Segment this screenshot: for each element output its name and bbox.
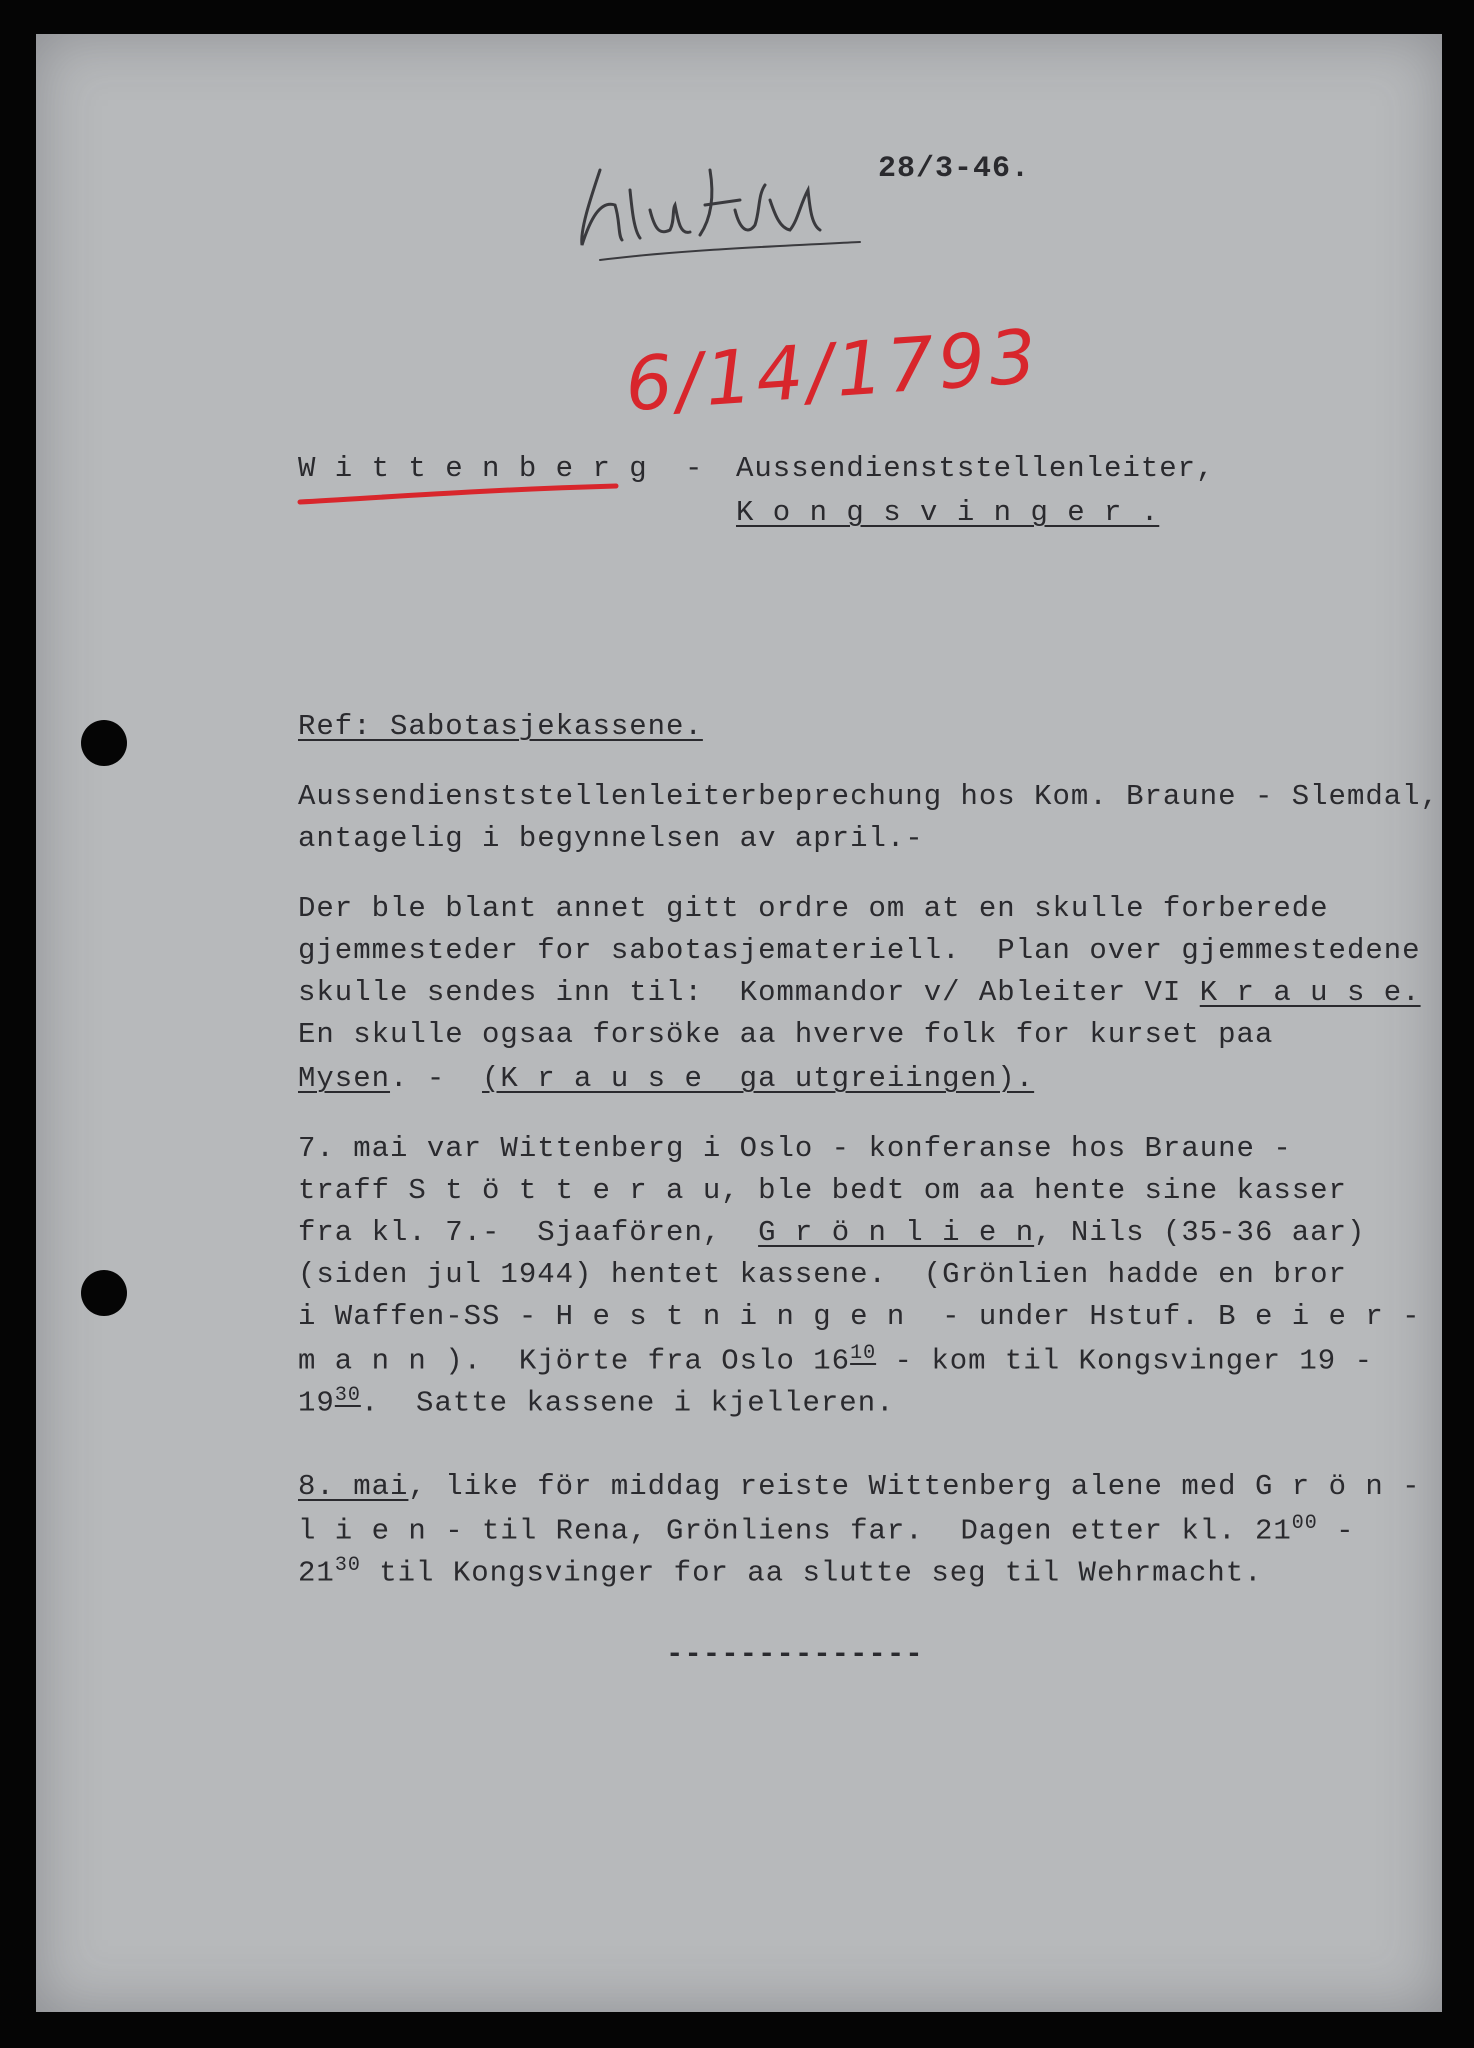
subject-dash: - [685, 452, 704, 485]
paragraph-3-line-6-a: m a n n ). Kjörte fra Oslo 16 [298, 1344, 851, 1378]
paragraph-3-line-6 [298, 1342, 1373, 1378]
paragraph-3-line-3 [298, 1216, 1365, 1249]
paragraph-3-line-2: traff S t ö t t e r a u, ble bedt om aa hente sine kasser [298, 1174, 1347, 1207]
paragraph-2-line-3-text: skulle sendes inn til: Kommandor v/ Ableiter VI [298, 976, 1200, 1009]
time-superscript: 30 [334, 1384, 361, 1407]
red-underline [296, 480, 636, 510]
paragraph-4-line-2-b: - [1317, 1514, 1355, 1548]
paragraph-2-line-3 [298, 976, 1421, 1009]
name-gronlien: G r ö n l i e n [758, 1216, 1035, 1249]
paragraph-4-line-3 [298, 1554, 1263, 1590]
subject-role: Aussendienststellenleiter, [736, 452, 1215, 485]
closing-rule: -------------- [666, 1638, 924, 1671]
paragraph-2-line-4: En skulle ogsaa forsöke aa hverve folk for kurset paa [298, 1018, 1274, 1051]
paragraph-2-line-5 [298, 1062, 1034, 1095]
punch-hole-bottom [81, 1270, 127, 1316]
paragraph-2-line-2: gjemmesteder for sabotasjemateriell. Plan over gjemmestedene [298, 934, 1421, 967]
paragraph-4-line-1 [298, 1470, 1421, 1503]
paragraph-3-line-7-b: . Satte kassene i kjelleren. [360, 1386, 895, 1420]
krause-note: (K r a u s e ga utgreiingen). [482, 1062, 1035, 1095]
paragraph-1-line-1: Aussendienststellenleiterbeprechung hos Kom. Braune - Slemdal, [298, 780, 1439, 813]
paragraph-4-line-2-a: l i e n - til Rena, Grönliens far. Dagen etter kl. 21 [298, 1514, 1292, 1548]
reference-line: Ref: Sabotasjekassene. [298, 710, 703, 743]
paragraph-3-line-4: (siden jul 1944) hentet kassene. (Grönlien hadde en bror [298, 1258, 1347, 1291]
paragraph-3-line-7 [298, 1384, 895, 1420]
paragraph-3-line-3-c: , Nils (35-36 aar) [1034, 1216, 1366, 1249]
paragraph-4-line-3-b: til Kongsvinger for aa slutte seg til Wehrmacht. [360, 1556, 1263, 1590]
paragraph-4-line-1-b: , like för middag reiste Wittenberg alene med G r ö n - [408, 1470, 1421, 1503]
paragraph-3-line-1: 7. mai var Wittenberg i Oslo - konferanse hos Braune - [298, 1132, 1292, 1165]
time-superscript: 00 [1291, 1512, 1318, 1535]
paragraph-4-line-2 [298, 1512, 1355, 1548]
paragraph-3-line-6-b: - kom til Kongsvinger 19 - [876, 1344, 1373, 1378]
paragraph-3-line-5: i Waffen-SS - H e s t n i n g e n - under Hstuf. B e i e r - [298, 1300, 1421, 1333]
subject-place: K o n g s v i n g e r . [736, 496, 1160, 529]
date-8-mai: 8. mai [298, 1470, 409, 1503]
place-mysen: Mysen [298, 1062, 391, 1095]
document-date: 28/3-46. [878, 152, 1031, 186]
time-superscript: 30 [334, 1554, 361, 1577]
paragraph-3-line-3-a: fra kl. 7.- Sjaafören, [298, 1216, 759, 1249]
name-krause: K r a u s e. [1199, 976, 1421, 1009]
paragraph-4-line-3-a: 21 [298, 1556, 335, 1590]
time-superscript: 10 [850, 1342, 877, 1365]
paragraph-1-line-2: antagelig i begynnelsen av april.- [298, 822, 924, 855]
paragraph-2-line-1: Der ble blant annet gitt ordre om at en skulle forberede [298, 892, 1329, 925]
punch-hole-top [81, 720, 127, 766]
archive-number: 6/14/1793 [622, 313, 1043, 429]
subject-name: W i t t e n b e r g [298, 452, 648, 485]
paragraph-3-line-7-a: 19 [298, 1386, 335, 1420]
handwritten-signature [560, 150, 880, 270]
paragraph-2-line-5-text: . - [390, 1062, 483, 1095]
